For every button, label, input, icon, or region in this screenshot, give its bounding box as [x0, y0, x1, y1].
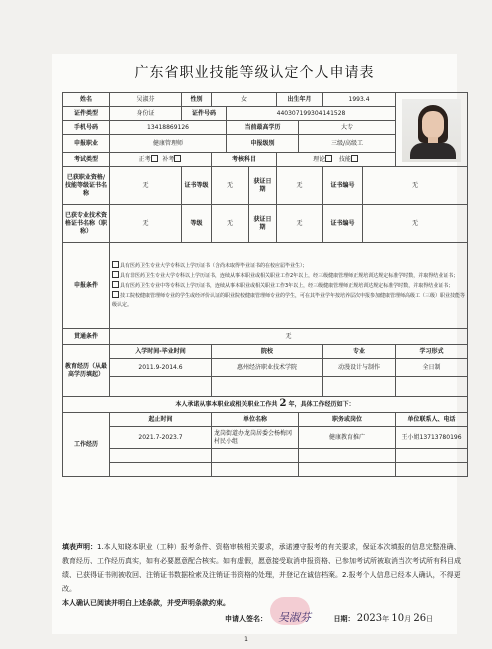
normal-exam-option[interactable]: 正考 [138, 156, 151, 163]
gender-label: 性别 [182, 93, 212, 107]
phone-label: 手机号码 [63, 121, 110, 135]
sign-day: 26 [413, 613, 427, 624]
education-level-label: 当前最高学历 [227, 121, 299, 135]
certificate-number: 无 [363, 167, 468, 205]
condition-checkbox[interactable] [112, 261, 119, 268]
level-value: 三级/高级工 [299, 135, 396, 153]
photo-cell [396, 93, 468, 167]
form-title: 广东省职业技能等级认定个人申请表 [134, 65, 375, 81]
edu-school: 惠州经济职业技术学院 [212, 359, 323, 377]
work-contact: 王小姐13713780196 [396, 427, 468, 449]
signature-line: 申请人签名： 日期： 2023年 10月 26日 [225, 613, 434, 624]
condition-item[interactable]: 具有医药卫生专业大学专科以上学历证书（含尚未取得毕业证书的在校应届毕业生）； [112, 261, 465, 271]
birth-value: 1993.4 [323, 93, 396, 107]
certificate-name: 无 [110, 167, 182, 205]
sign-year: 2023 [356, 613, 383, 624]
title-cert-date-label: 获证日期 [249, 205, 277, 243]
through-label: 贯通条件 [63, 329, 110, 345]
birth-label: 出生年月 [277, 93, 323, 107]
id-number-label: 证件号码 [182, 107, 227, 121]
makeup-exam-checkbox[interactable] [174, 155, 181, 162]
phone-value: 13418869126 [110, 121, 227, 135]
conditions-label: 申报条件 [63, 243, 110, 329]
work-header-contact: 单位联系人、电话 [396, 413, 468, 427]
conditions-list [110, 243, 468, 329]
condition-checkbox[interactable] [112, 281, 119, 288]
work-company: 龙岗街道办龙岗居委会杨梅冈村民小组 [212, 427, 299, 449]
title-cert-name: 无 [110, 205, 182, 243]
declaration-confirm: 本人确认已阅读并明白上述条款，并受声明条款约束。 [62, 599, 230, 607]
certificate-date-label: 获证日期 [249, 167, 277, 205]
date-label: 日期： [333, 615, 355, 623]
condition-item[interactable]: 具有医药卫生专业中等专科以上学历证书，连续从事本职业或相关职业工作3年以上，经三级健康管理师正规培训达规定标准学时数，并取得结业证书； [112, 281, 465, 291]
condition-checkbox[interactable] [112, 291, 119, 298]
id-type-label: 证件类型 [63, 107, 110, 121]
declaration [62, 540, 463, 610]
work-position: 健康教育推广 [299, 427, 396, 449]
certificate-date: 无 [277, 167, 323, 205]
edu-time: 2011.9-2014.6 [110, 359, 212, 377]
declaration-head: 填表声明： [62, 543, 97, 551]
exam-type-options [110, 153, 212, 167]
work-header-company: 单位名称 [212, 413, 299, 427]
title-cert-level: 无 [212, 205, 249, 243]
certificate-level: 无 [212, 167, 249, 205]
edu-header-form: 学习形式 [396, 345, 468, 359]
applicant-signature: 吴淑芬 [278, 611, 311, 624]
id-number-value: 440307199304141528 [227, 107, 396, 121]
work-years: 2 [279, 398, 287, 409]
name-value: 吴淑芬 [110, 93, 182, 107]
work-time: 2021.7-2023.7 [110, 427, 212, 449]
edu-major: 动漫设计与制作 [323, 359, 396, 377]
certificate-number-label: 证书编号 [323, 167, 363, 205]
makeup-exam-option[interactable]: 补考 [162, 156, 175, 163]
edu-header-major: 专业 [323, 345, 396, 359]
application-table [62, 92, 468, 477]
normal-exam-checkbox[interactable] [151, 155, 158, 162]
work-header-time: 起止时间 [110, 413, 212, 427]
work-label: 工作经历 [63, 413, 110, 477]
education-level-value: 大专 [299, 121, 396, 135]
subject-label: 考核科目 [212, 153, 277, 167]
theory-option[interactable]: 理论 [313, 156, 326, 163]
gender-value: 女 [212, 93, 277, 107]
title-cert-number-label: 证书编号 [323, 205, 363, 243]
condition-checkbox[interactable] [112, 271, 119, 278]
condition-item[interactable]: 技工院校健康管理师专业的学生或经评价认证的职业院校健康管理师专业的学生，可在其毕业学年按培养层次申报参加健康管理师高级工（三级）职业技能等级认定。 [112, 293, 466, 308]
applicant-photo [402, 99, 461, 162]
skill-option[interactable]: 技能 [338, 156, 351, 163]
edu-header-time: 入学时间-毕业时间 [110, 345, 212, 359]
title-cert-level-label: 等级 [182, 205, 212, 243]
name-label: 姓名 [63, 93, 110, 107]
condition-item[interactable]: 具有非医药卫生专业大学专科以上学历证书，连续从事本职业或相关职业工作2年以上，经三级健康管理师正规培训达规定标准学时数，并取得结业证书； [112, 271, 465, 281]
certificate-label: 已获职业资格/技能等级证书名称 [63, 167, 110, 205]
skill-checkbox[interactable] [351, 155, 358, 162]
level-label: 申报级别 [227, 135, 299, 153]
exam-type-label: 考试类型 [63, 153, 110, 167]
edu-header-school: 院校 [212, 345, 323, 359]
certificate-level-label: 证书等级 [182, 167, 212, 205]
through-value: 无 [110, 329, 468, 345]
signature-label: 申请人签名： [225, 615, 267, 623]
sign-month: 10 [391, 613, 405, 624]
subject-options [277, 153, 396, 167]
declaration-text: 1.本人知晓本职业（工种）报考条件、资格审核相关要求，承诺遵守报考的有关要求，保证本次填报的信息完整准确、教育经历、工作经历真实，如有必要愿意配合核实。如有虚假，愿意接受取消申报资格、已参加考试所被取消当次考试所有科目成绩、已获得证书则被收回、注销证书数据检索及注销证书资格的处理，并登记在诚信档案。2.报考个人信息已经本人确认，不得更改。 [62, 543, 461, 593]
theory-checkbox[interactable] [325, 155, 332, 162]
edu-form: 全日制 [396, 359, 468, 377]
title-cert-date: 无 [277, 205, 323, 243]
job-label: 申报职业 [63, 135, 110, 153]
work-commitment: 本人承诺从事本职业或相关职业工作共 2 年，具体工作经历如下： [63, 397, 468, 413]
id-type-value: 身份证 [110, 107, 182, 121]
work-header-position: 职务或岗位 [299, 413, 396, 427]
title-cert-number: 无 [363, 205, 468, 243]
job-value: 健康管理师 [110, 135, 227, 153]
title-cert-label: 已获专业技术资格证书名称（职称） [63, 205, 110, 243]
education-label: 教育经历（从最高学历填起） [63, 345, 110, 397]
page-number: 1 [244, 636, 248, 643]
